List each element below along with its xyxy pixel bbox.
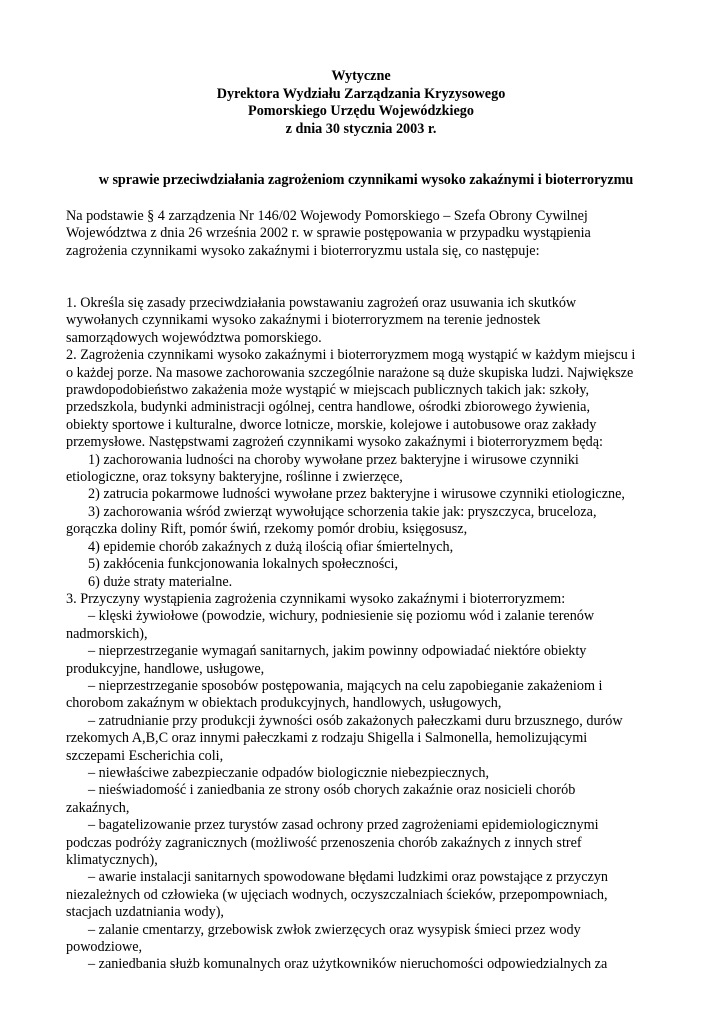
header-title: Wytyczne (331, 68, 391, 84)
section-2 (66, 347, 666, 591)
list-item: – niewłaściwe zabezpieczanie odpadów biologicznie niebezpiecznych, (88, 764, 489, 781)
list-item: 4) epidemie chorób zakaźnych z dużą ilością ofiar śmiertelnych, (88, 538, 454, 555)
list-item-continuation: niezależnych od człowieka (w ujęciach wodnych, oczyszczalniach ścieków, przepompowniach, (66, 886, 608, 903)
section-1-line: wywołanych czynnikami wysoko zakaźnymi i bioterroryzmem na terenie jednostek (66, 312, 541, 329)
section-2-line: o każdej porze. Na masowe zachorowania szczególnie narażone są duże skupiska ludzi. Największe (66, 364, 634, 381)
list-item-continuation: nadmorskich), (66, 625, 148, 642)
intro-paragraph (66, 208, 666, 260)
header-office: Pomorskiego Urzędu Wojewódzkiego (248, 103, 474, 120)
document-header (66, 68, 656, 138)
list-item: – nieświadomość i zaniedbania ze strony osób chorych zakaźnie oraz nosicieli chorób (88, 782, 576, 799)
section-2-line: przemysłowe. Następstwami zagrożeń czynnikami wysoko zakaźnymi i bioterroryzmem będą: (66, 434, 603, 451)
list-item-continuation: szczepami Escherichia coli, (66, 747, 224, 764)
section-2-line: 2. Zagrożenia czynnikami wysoko zakaźnymi i bioterroryzmem mogą wystąpić w każdym miejscu i (66, 347, 636, 364)
list-item-continuation: chorobom zakaźnym w obiektach produkcyjnych, handlowych, usługowych, (66, 695, 502, 712)
intro-line: Na podstawie § 4 zarządzenia Nr 146/02 Wojewody Pomorskiego – Szefa Obrony Cywilnej (66, 207, 588, 224)
section-3-line: 3. Przyczyny wystąpienia zagrożenia czynnikami wysoko zakaźnymi i bioterroryzmem: (66, 590, 566, 607)
intro-line: Województwa z dnia 26 września 2002 r. w sprawie postępowania w przypadku wystąpienia (66, 225, 591, 242)
header-date: z dnia 30 stycznia 2003 r. (285, 120, 437, 137)
section-2-line: przedszkola, budynki administracji ogólnej, centra handlowe, ośrodki zbiorowego żywienia, (66, 399, 590, 416)
section-2-line: prawdopodobieństwo zakażenia może wystąpić w miejscach publicznych takich jak: szkoły, (66, 382, 590, 399)
section-1-line: 1. Określa się zasady przeciwdziałania powstawaniu zagrożeń oraz usuwania ich skutków (66, 295, 577, 311)
list-item: – bagatelizowanie przez turystów zasad ochrony przed zagrożeniami epidemiologicznymi (88, 817, 599, 834)
list-item: 6) duże straty materialne. (88, 573, 233, 590)
list-item: – zatrudnianie przy produkcji żywności osób zakażonych pałeczkami duru brzusznego, durów (88, 712, 623, 729)
list-item: – zaniedbania służb komunalnych oraz użytkowników nieruchomości odpowiedzialnych za (88, 956, 608, 973)
list-item-continuation: podczas podróży zagranicznych (możliwość przenoszenia chorób zakaźnych z innych stref (66, 834, 582, 851)
document-subject: w sprawie przeciwdziałania zagrożeniom czynnikami wysoko zakaźnymi i bioterroryzmu (98, 172, 634, 189)
list-item-continuation: produkcyjne, handlowe, usługowe, (66, 660, 265, 677)
header-issuer: Dyrektora Wydziału Zarządzania Kryzysowego (216, 85, 506, 102)
document-body (66, 295, 666, 974)
list-item-continuation: stacjach uzdatniania wody), (66, 904, 224, 921)
list-item: 2) zatrucia pokarmowe ludności wywołane przez bakteryjne i wirusowe czynniki etiologiczne, (88, 486, 625, 503)
list-item-continuation: powodziowe, (66, 939, 143, 956)
section-2-line: obiekty sportowe i kulturalne, dworce lotnicze, morskie, kolejowe i autobusowe oraz zakłady (66, 416, 597, 433)
list-item: – awarie instalacji sanitarnych spowodowane błędami ludzkimi oraz powstające z przyczyn (88, 869, 609, 886)
list-item: 5) zakłócenia funkcjonowania lokalnych społeczności, (88, 556, 399, 573)
section-3 (66, 591, 666, 974)
list-item: – nieprzestrzeganie sposobów postępowania, mających na celu zapobieganie zakażeniom i (88, 677, 603, 694)
list-item-continuation: etiologiczne, oraz toksyny bakteryjne, roślinne i zwierzęce, (66, 469, 403, 486)
list-item: 3) zachorowania wśród zwierząt wywołujące schorzenia takie jak: pryszczyca, bruceloza, (88, 503, 597, 520)
list-item-continuation: klimatycznych), (66, 852, 158, 868)
list-item-continuation: rzekomych A,B,C oraz innymi pałeczkami z rodzaju Shigella i Salmonella, hemolizującymi (66, 730, 588, 747)
list-item: – klęski żywiołowe (powodzie, wichury, podniesienie się poziomu wód i zalanie terenów (88, 608, 595, 625)
list-item: 1) zachorowania ludności na choroby wywołane przez bakteryjne i wirusowe czynniki (88, 451, 579, 468)
list-item: – zalanie cmentarzy, grzebowisk zwłok zwierzęcych oraz wysypisk śmieci przez wody (88, 921, 581, 938)
list-item-continuation: zakaźnych, (66, 799, 130, 816)
intro-line: zagrożenia czynnikami wysoko zakaźnymi i bioterroryzmu ustala się, co następuje: (66, 242, 540, 259)
list-item-continuation: gorączka doliny Rift, pomór świń, rzekomy pomór drobiu, księgosusz, (66, 521, 468, 538)
section-1 (66, 295, 666, 347)
list-item: – nieprzestrzeganie wymagań sanitarnych, jakim powinny odpowiadać niektóre obiekty (88, 643, 587, 660)
document-page (66, 68, 666, 974)
section-1-line: samorządowych województwa pomorskiego. (66, 329, 322, 346)
